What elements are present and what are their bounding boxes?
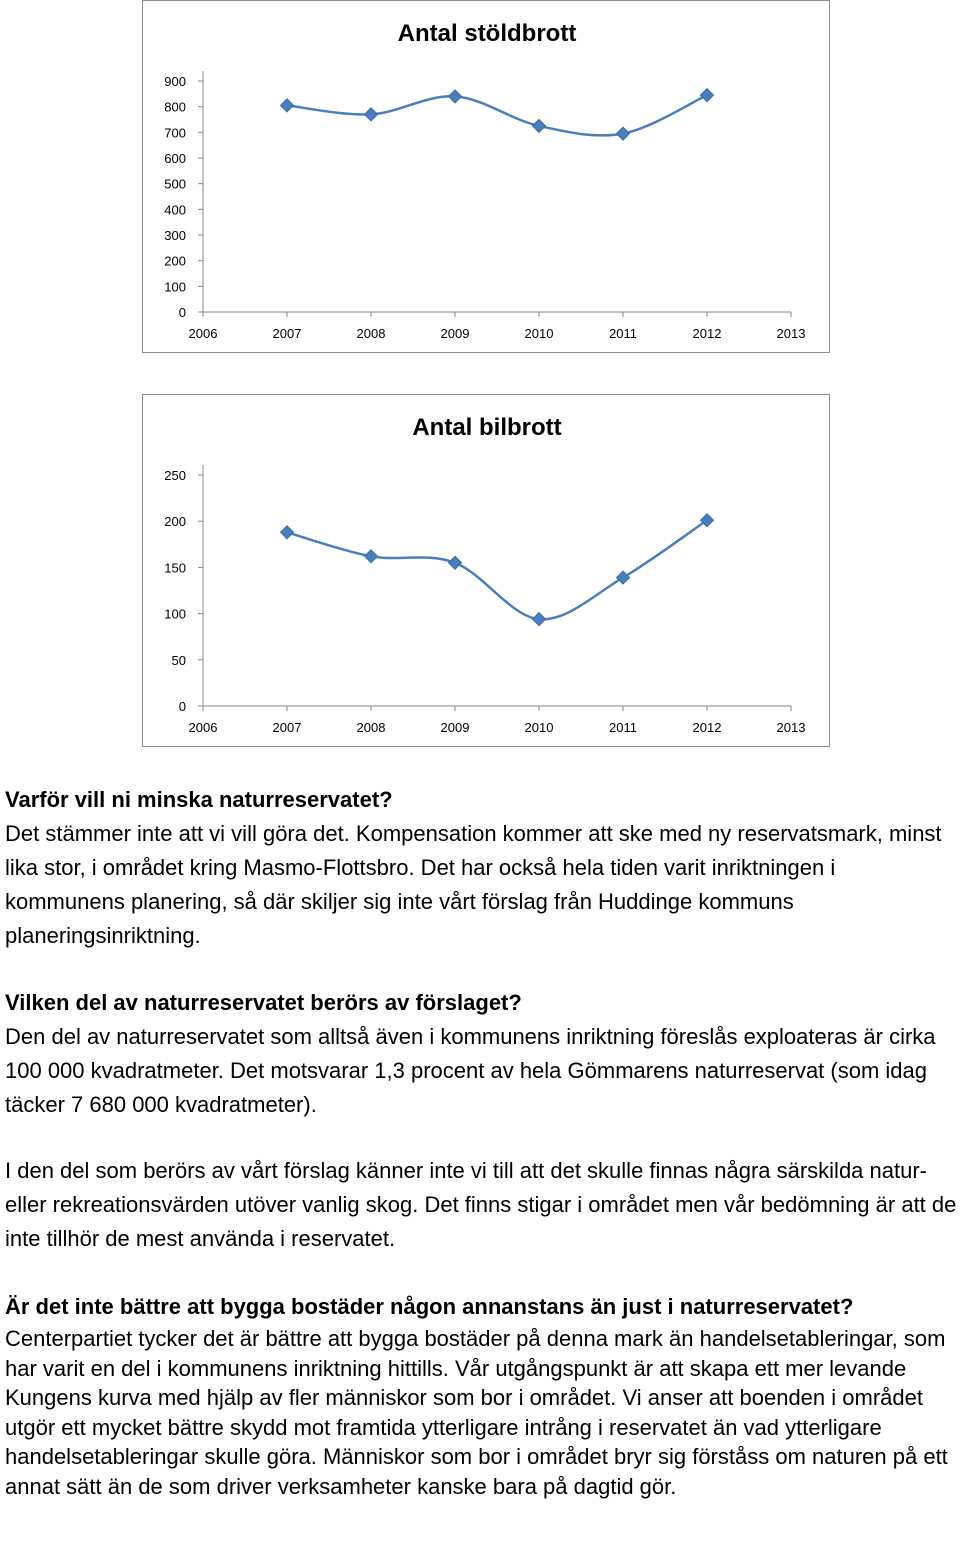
x-tick-label: 2013 [776, 720, 806, 735]
y-tick-label: 300 [164, 228, 186, 243]
chart-stoldbrott [142, 0, 830, 353]
answer-3: I den del som berörs av vårt förslag känner inte vi till att det skulle finnas några särskilda natur- eller rekreationsvärden utöver vanlig skog. Det finns stigar i området men vår bedömning är att de inte tillhör de mest använda i reservatet. [5, 1158, 957, 1251]
y-tick-label: 0 [178, 305, 186, 320]
x-tick-label: 2013 [776, 326, 806, 341]
question-2: Vilken del av naturreservatet berörs av förslaget? [5, 990, 522, 1015]
y-tick-label: 100 [164, 606, 186, 622]
data-point [533, 119, 546, 132]
chart-title: Antal bilbrott [412, 414, 562, 441]
x-tick-label: 2009 [440, 326, 470, 341]
section-1 [5, 783, 960, 953]
x-tick-label: 2012 [692, 720, 722, 735]
data-point [617, 571, 630, 584]
answer-4: Centerpartiet tycker det är bättre att bygga bostäder på denna mark än handelsetableringar, som har varit en del i kommunens inriktning hittills. Vår utgångspunkt är att skapa ett mer levande Kungens kurva med hjälp av fler människor som bor i området. Vi anser att boenden i området utgör ett mycket bättre skydd mot framtida ytterligare intrång i reservatet än vad ytterligare handelsetableringar skulle göra. Människor som bor i området bryr sig förståss om naturen på ett annat sätt än de som driver verksamheter kanske bara på dagtid gör. [5, 1326, 948, 1499]
data-point [701, 89, 714, 102]
answer-2: Den del av naturreservatet som alltså även i kommunens inriktning föreslås exploateras är cirka 100 000 kvadratmeter. Det motsvarar 1,3 procent av hela Gömmarens naturreservat (som idag täcker 7 680 000 kvadratmeter). [5, 1024, 936, 1117]
x-tick-label: 2011 [609, 326, 637, 341]
x-tick-label: 2010 [524, 326, 554, 341]
x-tick-label: 2010 [524, 720, 554, 735]
y-tick-label: 50 [171, 652, 186, 668]
x-tick-label: 2008 [356, 326, 386, 341]
chart-bilbrott-svg [143, 395, 831, 748]
data-point [617, 127, 630, 140]
y-tick-label: 150 [164, 560, 186, 576]
chart-title: Antal stöldbrott [397, 20, 577, 47]
series-line [287, 520, 707, 619]
y-tick-label: 700 [164, 125, 186, 141]
chart-stoldbrott-svg [143, 1, 831, 354]
question-1: Varför vill ni minska naturreservatet? [5, 787, 393, 812]
y-tick-label: 200 [164, 514, 186, 530]
section-2 [5, 986, 960, 1122]
data-point [281, 526, 294, 539]
y-tick-label: 250 [164, 468, 186, 483]
data-point [365, 550, 378, 563]
chart-bilbrott [142, 394, 830, 747]
question-3: Är det inte bättre att bygga bostäder någon annanstans än just i naturreservatet? [5, 1294, 854, 1319]
data-point [449, 556, 462, 569]
y-tick-label: 200 [164, 253, 186, 269]
y-tick-label: 900 [164, 74, 186, 89]
y-tick-label: 600 [164, 151, 186, 166]
data-point [365, 108, 378, 121]
x-tick-label: 2012 [692, 326, 722, 341]
y-tick-label: 500 [164, 176, 186, 192]
series-line [287, 95, 707, 135]
y-tick-label: 0 [178, 699, 186, 714]
x-tick-label: 2007 [272, 720, 302, 735]
section-3 [5, 1154, 960, 1256]
x-tick-label: 2006 [188, 720, 218, 735]
x-tick-label: 2008 [356, 720, 386, 735]
y-tick-label: 100 [164, 279, 186, 295]
answer-1: Det stämmer inte att vi vill göra det. Kompensation kommer att ske med ny reservatsmark, minst lika stor, i området kring Masmo-Flottsbro. Det har också hela tiden varit inriktningen i kommunens planering, så där skiljer sig inte vårt förslag från Huddinge kommuns planeringsinriktning. [5, 821, 942, 948]
x-tick-label: 2007 [272, 326, 302, 341]
data-point [533, 613, 546, 626]
data-point [449, 90, 462, 103]
x-tick-label: 2011 [609, 720, 637, 735]
y-tick-label: 800 [164, 99, 186, 115]
section-4 [5, 1290, 960, 1501]
x-tick-label: 2006 [188, 326, 218, 341]
y-tick-label: 400 [164, 202, 186, 218]
data-point [281, 99, 294, 112]
x-tick-label: 2009 [440, 720, 470, 735]
